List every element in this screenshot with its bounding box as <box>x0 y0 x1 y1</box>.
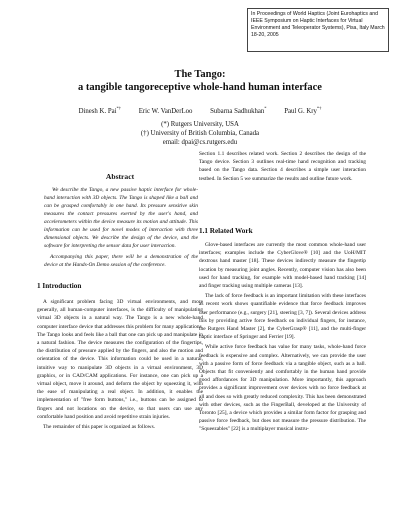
paper-title: The Tango: <box>174 69 226 80</box>
author: Dinesh K. Pai*† <box>78 106 122 116</box>
related-work-text <box>199 241 366 513</box>
paper-subtitle: a tangible tangoreceptive whole-hand human interface <box>78 82 322 93</box>
author: Eric W. VanDerLoo <box>138 108 193 116</box>
abstract-paragraph: Accompanying this paper, there will be a demonstration of the device at the Hands-On Demo session of the conference. <box>44 254 198 268</box>
paragraph: While active force feedback has value for many tasks, whole-hand force feedback is expensive and complex. Alternatively, we can provide the user with a passive form of force feedback via a tangible object, such as a ball. Objects that fit conveniently and comfortably in the human hand provide good affordances for 3D manipulation. More importantly, this approach provides a significant improvement over devices with no force feedback at all and does so with greatly reduced complexity. This has been demonstrated with other devices, such as the FingerBall, developed at the University of Toronto [25], a device which provides a similar form factor for grasping and passive force feedback, but does not measure the pressure distribution. The "Squeezables" [22] is a multiplayer musical instru- <box>199 344 366 433</box>
paragraph: The remainder of this paper is organized as follows. <box>43 424 156 431</box>
paragraph: The lack of force feedback is an important limitation with these interfaces as recent work shows quantifiable evidence that force feedback improves user performance (e.g., surgery [21], steering [3, 7]). Several devices address this by providing active force feedback on individual fingers, for instance, the Rutgers Hand Master [2], the CyberGrasp® [11], and the multi-finger haptic interface of Springer and Ferrier [19]. <box>199 293 366 341</box>
abstract-paragraph: We describe the Tango, a new passive haptic interface for whole-hand interaction with 3D objects. The Tango is shaped like a ball and can be grasped comfortably in one hand. Its pressure sensitive skin measures the contact pressures exerted by the user's hand, and accelerometers within the device measure its motion and attitude. This information can be used for novel modes of interaction with three dimensional objects. We describe the design of the device, and the software for interpreting the sensor data for user interaction. <box>44 187 198 249</box>
contact-email: email: dpai@cs.rutgers.edu <box>162 139 238 146</box>
affiliation: (*) Rutgers University, USA <box>161 121 239 128</box>
section-heading-related-work: 1.1 Related Work <box>199 227 253 235</box>
author-list <box>0 106 400 115</box>
author: Paul G. Kry*† <box>284 106 322 116</box>
affiliation: (†) University of British Columbia, Canada <box>140 130 260 137</box>
author: Subarna Sadhukhan* <box>210 106 267 116</box>
section-overview-text <box>199 150 366 226</box>
paragraph: Section 1.1 describes related work. Section 2 describes the design of the Tango device. Section 3 outlines real-time hand recognition and tracking based on the Tango data. Section 4 describes a simple user interaction testbed. In Section 5 we summarize the results and outline future work. <box>199 151 366 182</box>
publication-note: In Proceedings of World Haptics (Joint Eurohaptics and IEEE Symposium on Haptic Interfaces for Virtual Environment and Teleoperator Systems), Pisa, Italy March 18-20, 2005 <box>247 8 389 52</box>
introduction-text <box>37 298 203 510</box>
abstract <box>44 186 198 272</box>
section-heading-introduction: 1 Introduction <box>37 282 82 290</box>
abstract-heading: Abstract <box>105 172 135 181</box>
paragraph: A significant problem facing 3D virtual environments, and more generally, all human-computer interfaces, is the difficulty of manipulating virtual 3D objects in a natural way. The Tango is a new whole-hand computer interface device that addresses this problem for many applications. The Tango looks and feels like a ball that one can pick up and manipulate in a natural fashion. The device measures the configuration of the fingertips, the distribution of pressure applied by the fingers, and also the motion and orientation of the device. This information could be used in a natural, intuitive way to manipulate 3D objects in a virtual environment, 3D graphics, or in CAD/CAM applications. For instance, one can pick up a virtual object, move it around, and deform the object by squeezing it, with the ease of manipulating a real object. In addition, it enables the implementation of "free form buttons," i.e., buttons can be assigned to fingers and not locations on the device, so that users can use any comfortable hand position and avoid repetitive strain injuries. <box>37 299 203 420</box>
paragraph: Glove-based interfaces are currently the most common whole-hand user interfaces; examples include the CyberGlove® [10] and the UoH/MIT dextrous hand master [18]. These devices indirectly measure the fingertip location by measuring joint angles. Recently, computer vision has also been used for hand tracking, for example with model-based hand tracking [14] and finger tracking using multiple cameras [13]. <box>199 242 366 290</box>
